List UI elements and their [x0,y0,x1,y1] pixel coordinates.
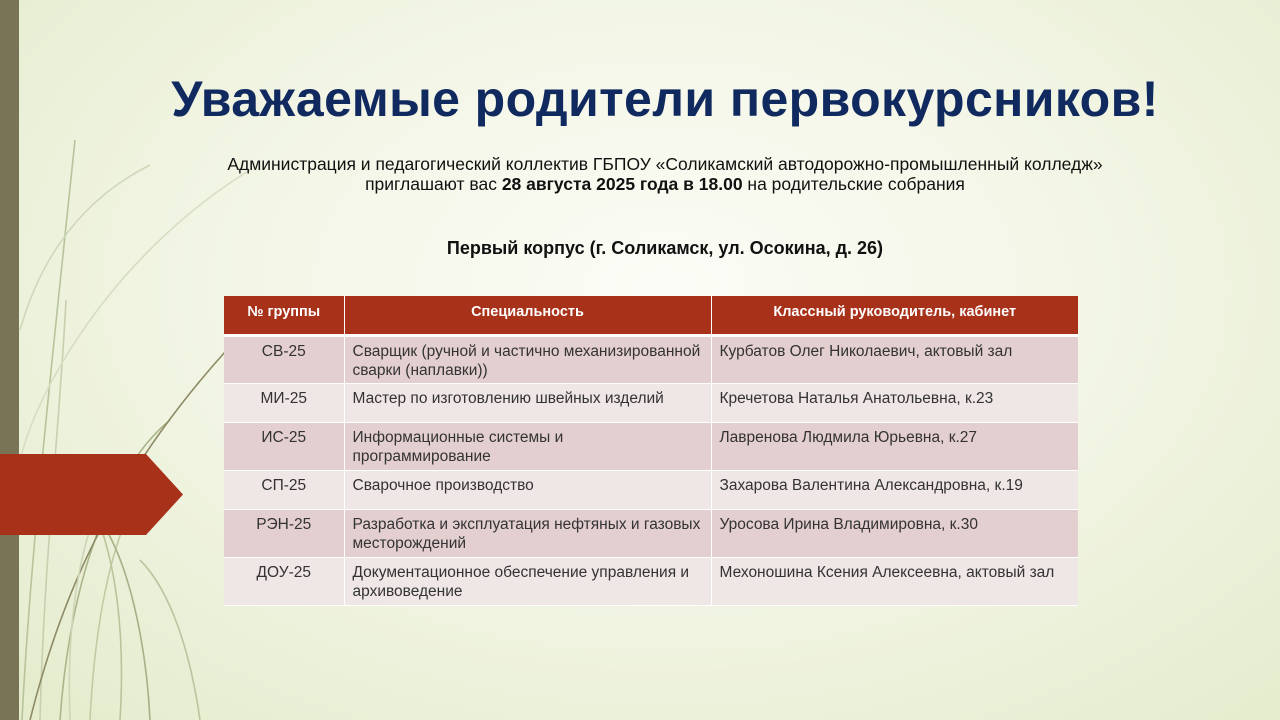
teacher-cell: Мехоношина Ксения Алексеевна, актовый зал [711,557,1078,605]
teacher-cell: Кречетова Наталья Анатольевна, к.23 [711,383,1078,422]
header-teacher-room: Классный руководитель, кабинет [711,296,1078,335]
specialty-cell: Мастер по изготовлению швейных изделий [344,383,711,422]
group-cell: ДОУ-25 [224,557,344,605]
invitation-part1: Администрация и педагогический коллектив ГБПОУ «Соликамский автодорожно-промышленный колледж» приглашают вас [227,154,1103,194]
red-arrow-shape [0,454,183,535]
building-address: Первый корпус (г. Соликамск, ул. Осокина, д. 26) [446,238,884,258]
header-group-number: № группы [224,296,344,335]
specialty-cell: Информационные системы и программирование [344,422,711,470]
table-row [224,557,1078,605]
group-cell: РЭН-25 [224,509,344,557]
specialty-cell: Сварщик (ручной и частично механизированной сварки (наплавки)) [344,335,711,383]
teacher-cell: Уросова Ирина Владимировна, к.30 [711,509,1078,557]
specialty-cell: Сварочное производство [344,470,711,509]
table-row [224,509,1078,557]
groups-table [224,296,1078,606]
table-row [224,383,1078,422]
table-row [224,422,1078,470]
teacher-cell: Захарова Валентина Александровна, к.19 [711,470,1078,509]
group-cell: СП-25 [224,470,344,509]
group-cell: СВ-25 [224,335,344,383]
teacher-cell: Курбатов Олег Николаевич, актовый зал [711,335,1078,383]
invitation-part2: на родительские собрания [742,174,965,194]
invitation-text [200,154,1130,194]
table-header-row [224,296,1078,335]
specialty-cell: Разработка и эксплуатация нефтяных и газовых месторождений [344,509,711,557]
table-row [224,470,1078,509]
group-cell: ИС-25 [224,422,344,470]
teacher-cell: Лавренова Людмила Юрьевна, к.27 [711,422,1078,470]
header-specialty: Специальность [344,296,711,335]
page-title: Уважаемые родители первокурсников! [171,71,1159,127]
meeting-date: 28 августа 2025 года в 18.00 [501,174,743,194]
table-row [224,335,1078,383]
group-cell: МИ-25 [224,383,344,422]
specialty-cell: Документационное обеспечение управления и архивоведение [344,557,711,605]
